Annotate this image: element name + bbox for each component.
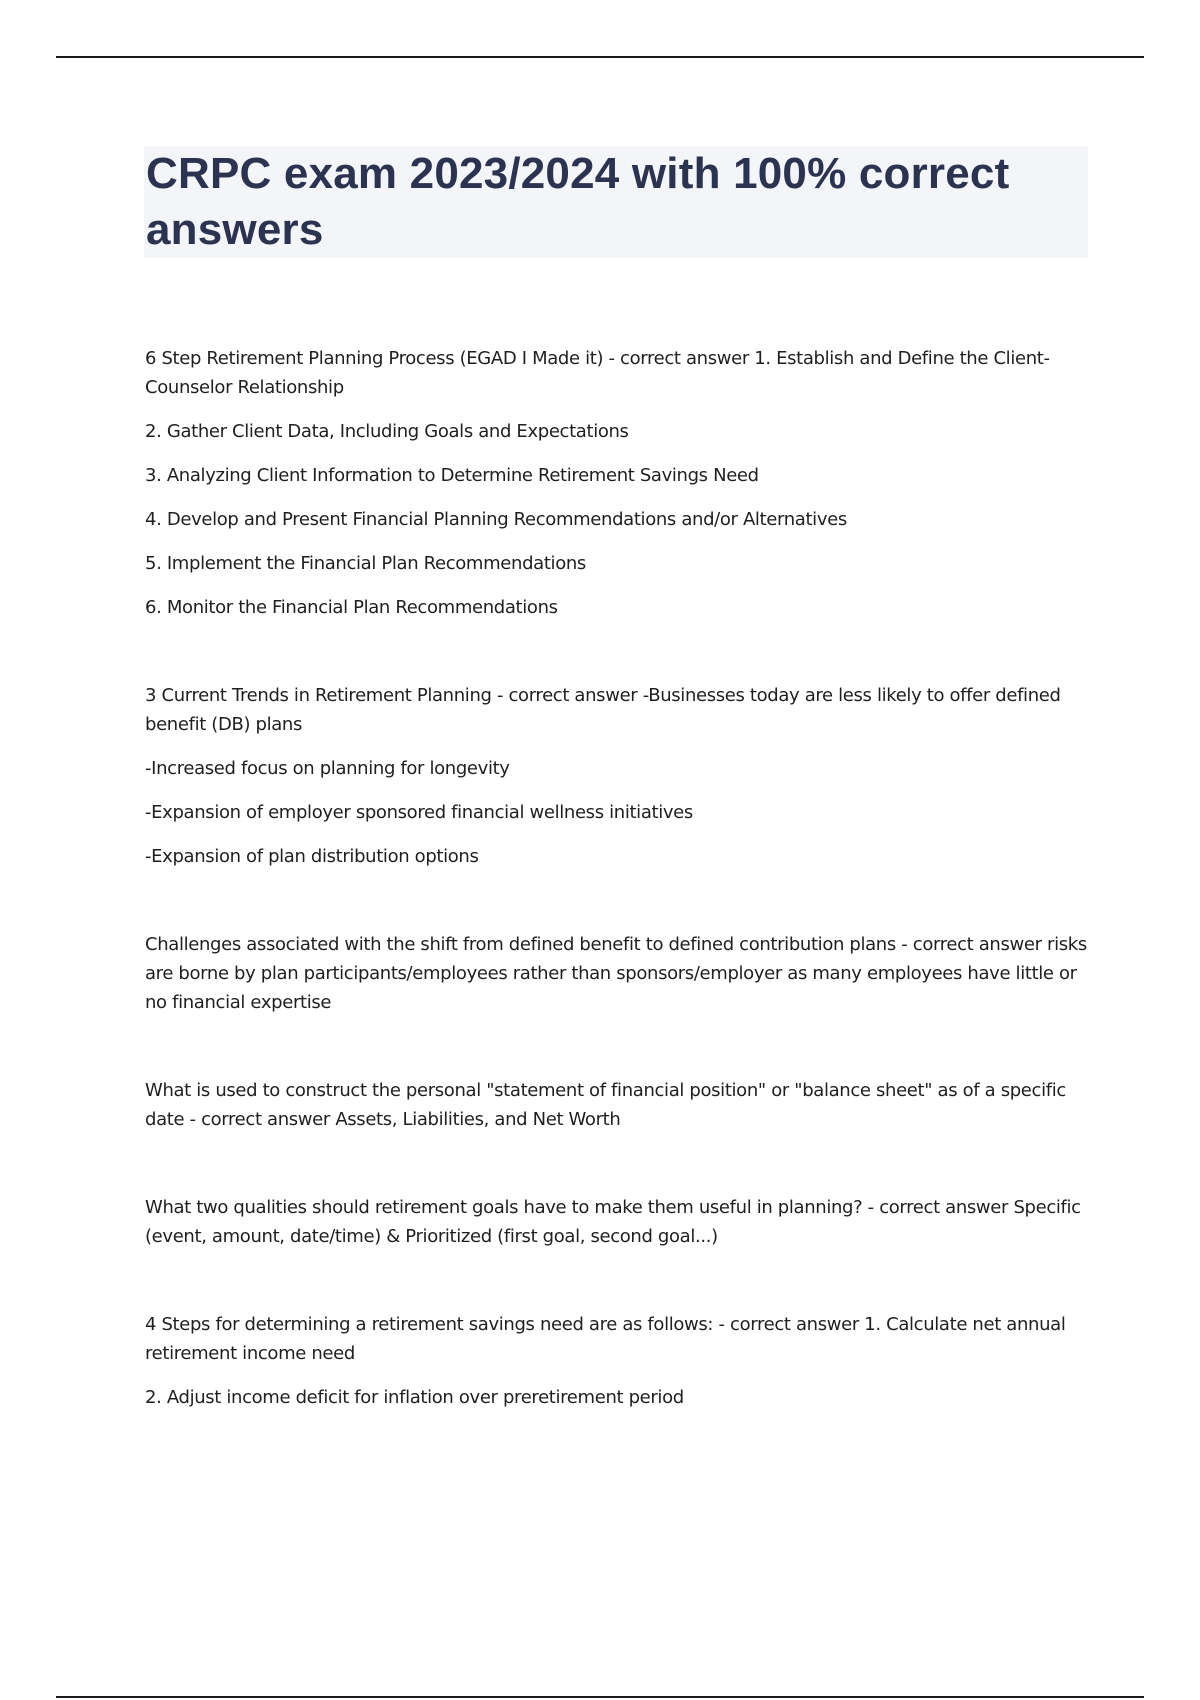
question-text: 4 Steps for determining a retirement savings need are as follows: - [145,1314,731,1335]
flashcard [145,344,1090,622]
question-line [145,1310,1090,1368]
question-text: Challenges associated with the shift from defined benefit to defined contribution plans - [145,934,913,955]
answer-line: 4. Develop and Present Financial Planning Recommendations and/or Alternatives [145,509,847,530]
answer-text: -Businesses today are less likely to offer defined benefit (DB) plans [145,685,1061,735]
answer-text: 1. Establish and Define the Client-Counselor Relationship [145,348,1050,398]
flashcard [145,1193,1090,1251]
correct-answer-label: correct answer [730,1314,865,1335]
question-text: What is used to construct the personal "statement of financial position" or "balance sheet" as of a specific date - [145,1080,1066,1130]
answer-line: 2. Adjust income deficit for inflation over preretirement period [145,1387,684,1408]
correct-answer-label: correct answer [912,934,1048,955]
flashcard [145,681,1090,871]
answer-line: -Increased focus on planning for longevity [145,758,510,779]
correct-answer-label: correct answer [879,1197,1014,1218]
answer-line: -Expansion of plan distribution options [145,846,479,867]
question-text: What two qualities should retirement goals have to make them useful in planning? - [145,1197,880,1218]
flashcard-list [145,344,1090,1471]
top-rule [56,56,1144,58]
flashcard [145,1310,1090,1412]
question-line [145,344,1090,402]
question-line [145,1193,1090,1251]
answer-text: Specific (event, amount, date/time) & Prioritized (first goal, second goal...) [145,1197,1081,1247]
document-title: CRPC exam 2023/2024 with 100% correct answers [146,149,1010,254]
answer-line: 6. Monitor the Financial Plan Recommendations [145,597,558,618]
question-text: 3 Current Trends in Retirement Planning - [145,685,509,706]
question-line [145,681,1090,739]
flashcard [145,1076,1090,1134]
correct-answer-label: correct answer [508,685,643,706]
answer-text: Assets, Liabilities, and Net Worth [335,1109,621,1130]
answer-text: 1. Calculate net annual retirement income need [145,1314,1066,1364]
bottom-rule [56,1696,1144,1698]
answer-text: risks are borne by plan participants/employees rather than sponsors/employer as many employees have little or no financial expertise [145,934,1087,1013]
flashcard [145,930,1090,1017]
answer-line: 2. Gather Client Data, Including Goals and Expectations [145,421,629,442]
answer-line: 3. Analyzing Client Information to Determine Retirement Savings Need [145,465,759,486]
question-line [145,930,1090,1017]
question-text: 6 Step Retirement Planning Process (EGAD I Made it) - [145,348,621,369]
answer-line: 5. Implement the Financial Plan Recommendations [145,553,586,574]
answer-line: -Expansion of employer sponsored financial wellness initiatives [145,802,693,823]
correct-answer-label: correct answer [620,348,755,369]
question-line [145,1076,1090,1134]
title-band [144,146,1088,258]
correct-answer-label: correct answer [201,1109,336,1130]
